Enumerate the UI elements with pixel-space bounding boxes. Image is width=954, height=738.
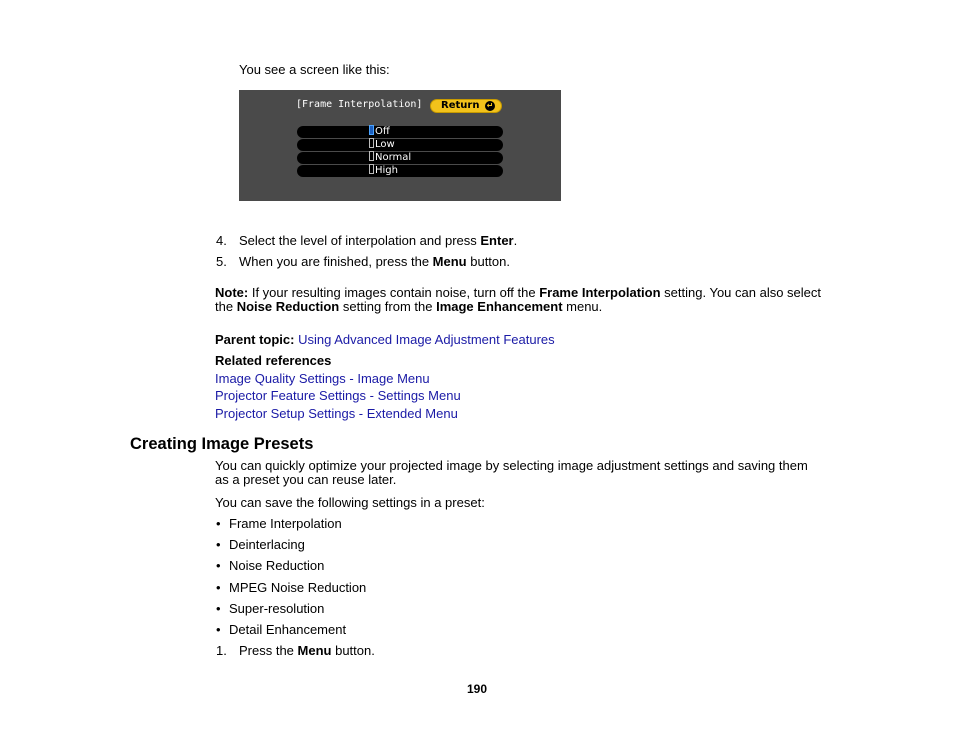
- return-label: Return: [441, 100, 480, 111]
- list-item: Deinterlacing: [229, 537, 305, 552]
- parent-topic-link[interactable]: Using Advanced Image Adjustment Features: [298, 332, 555, 347]
- step-number: 4.: [216, 233, 227, 248]
- option-row-high[interactable]: [297, 165, 503, 177]
- return-button[interactable]: [430, 99, 502, 113]
- list-item: Detail Enhancement: [229, 622, 347, 637]
- related-link-image-quality[interactable]: Image Quality Settings - Image Menu: [215, 371, 430, 386]
- step-number: 1.: [216, 643, 227, 658]
- radio-icon: [369, 138, 374, 148]
- option-label: Low: [369, 138, 395, 151]
- list-item: Noise Reduction: [229, 558, 325, 573]
- radio-icon: [369, 151, 374, 161]
- option-label: High: [369, 164, 398, 177]
- related-link-projector-setup[interactable]: Projector Setup Settings - Extended Menu: [215, 406, 458, 421]
- bullet-icon: •: [216, 580, 221, 595]
- radio-selected-icon: [369, 125, 374, 135]
- option-row-low[interactable]: [297, 139, 503, 151]
- bullet-icon: •: [216, 601, 221, 616]
- related-references-label: Related references: [215, 353, 332, 368]
- section-heading: Creating Image Presets: [130, 435, 314, 453]
- section-paragraph: You can quickly optimize your projected image by selecting image adjustment settings and saving them as a preset you can reuse later.: [215, 458, 808, 487]
- step-text: When you are finished, press the Menu button.: [239, 254, 510, 269]
- option-label: Off: [369, 125, 390, 138]
- option-row-normal[interactable]: [297, 152, 503, 164]
- intro-text: You see a screen like this:: [239, 62, 390, 77]
- step-number: 5.: [216, 254, 227, 269]
- note-paragraph: Note: If your resulting images contain noise, turn off the Frame Interpolation setting. You can also select the Noise Reduction setting from the Image Enhancement menu.: [215, 285, 822, 314]
- enter-icon: ↵: [486, 101, 494, 110]
- bullet-icon: •: [216, 622, 221, 637]
- list-item: Frame Interpolation: [229, 516, 342, 531]
- radio-icon: [369, 164, 374, 174]
- related-link-projector-feature[interactable]: Projector Feature Settings - Settings Menu: [215, 388, 461, 403]
- parent-topic: Parent topic: Using Advanced Image Adjustment Features: [215, 332, 555, 347]
- bullet-icon: •: [216, 516, 221, 531]
- list-item: MPEG Noise Reduction: [229, 580, 367, 595]
- page-number: 190: [466, 682, 488, 696]
- screen-title: [Frame Interpolation]: [296, 99, 423, 110]
- step-text: Press the Menu button.: [239, 643, 375, 658]
- option-row-off[interactable]: [297, 126, 503, 138]
- option-label: Normal: [369, 151, 411, 164]
- step-text: Select the level of interpolation and press Enter.: [239, 233, 518, 248]
- bullet-icon: •: [216, 558, 221, 573]
- bullet-icon: •: [216, 537, 221, 552]
- list-item: Super-resolution: [229, 601, 325, 616]
- section-paragraph: You can save the following settings in a preset:: [215, 495, 485, 510]
- projector-menu-screen: [239, 90, 561, 201]
